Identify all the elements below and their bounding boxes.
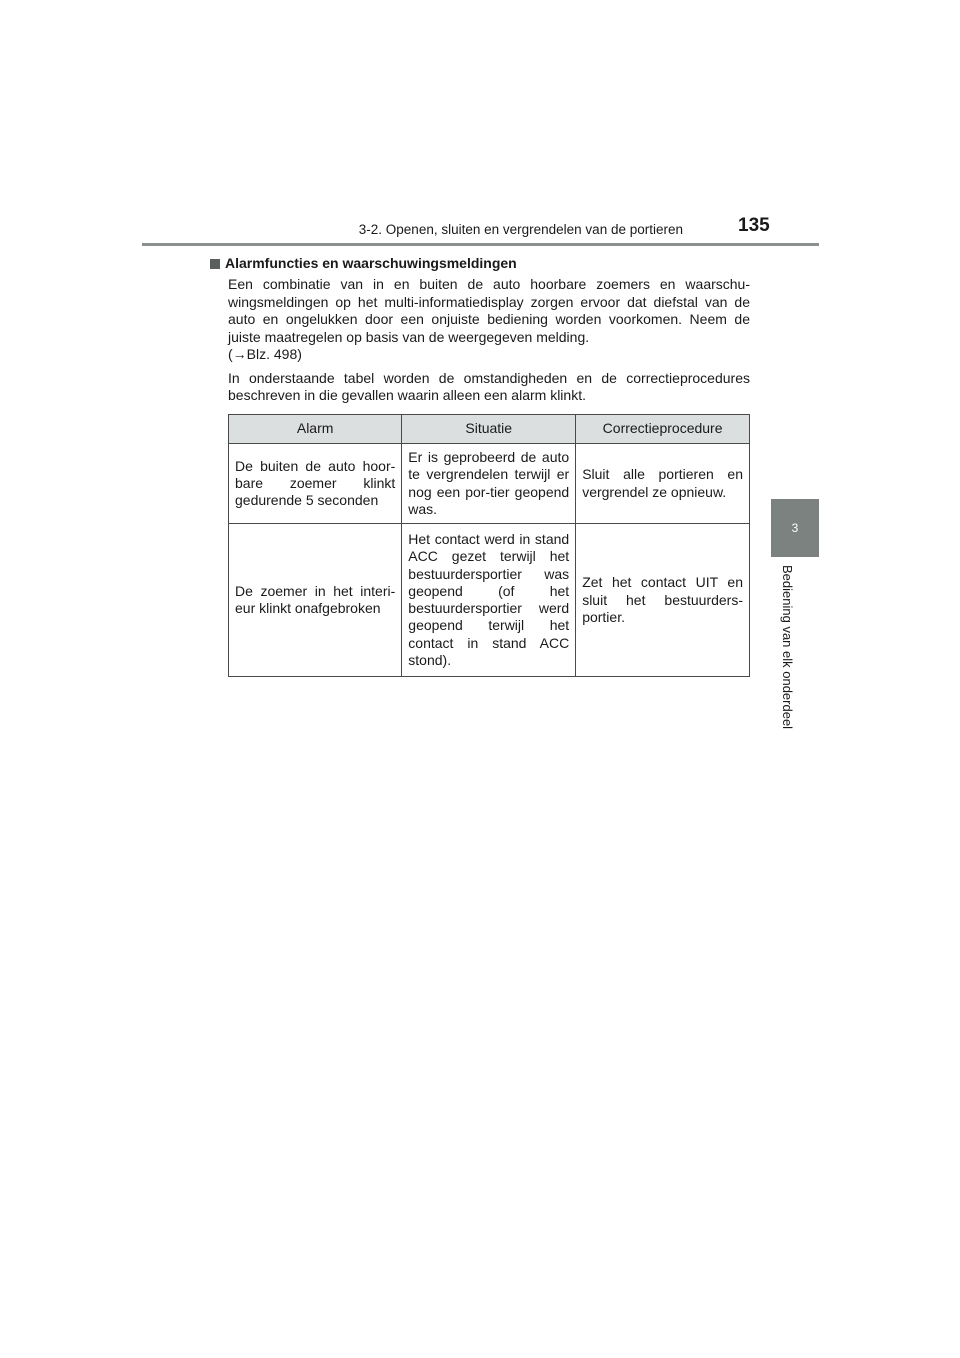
alarm-cell: De zoemer in het interi-eur klinkt onafgebroken xyxy=(229,524,402,677)
intro-paragraph-text: Een combinatie van in en buiten de auto hoorbare zoemers en waarschu-wingsmeldingen op het multi-informatiedisplay zorgen ervoor dat diefstal van de auto en ongelukken door een onjuiste bediening worden voorkomen. Neem de juiste maatregelen op basis van de weergegeven melding. xyxy=(228,276,750,345)
alarm-cell: De buiten de auto hoor-bare zoemer klinkt gedurende 5 seconden xyxy=(229,444,402,524)
situation-cell: Het contact werd in stand ACC gezet terwijl het bestuurdersportier was geopend (of het bestuurdersportier werd geopend terwijl het contact in stand ACC stond). xyxy=(402,524,576,677)
intro-paragraph xyxy=(228,276,750,364)
column-header-procedure: Correctieprocedure xyxy=(576,415,750,444)
section-heading xyxy=(210,254,750,273)
column-header-situation: Situatie xyxy=(402,415,576,444)
procedure-cell: Sluit alle portieren en vergrendel ze opnieuw. xyxy=(576,444,750,524)
table-row xyxy=(229,444,750,524)
column-header-alarm: Alarm xyxy=(229,415,402,444)
chapter-tab xyxy=(771,499,819,557)
chapter-number: 3 xyxy=(791,521,799,535)
heading-bullet-icon xyxy=(210,259,220,269)
table-row xyxy=(229,524,750,677)
page-reference: (→Blz. 498) xyxy=(228,346,302,362)
table-intro-paragraph: In onderstaande tabel worden de omstandigheden en de correctieprocedures beschreven in die gevallen waarin alleen een alarm klinkt. xyxy=(228,369,750,403)
table-header-row xyxy=(229,415,750,444)
page-number: 135 xyxy=(738,215,770,236)
alarm-table xyxy=(228,414,750,677)
header-divider xyxy=(142,243,819,246)
section-heading-text: Alarmfuncties en waarschuwingsmeldingen xyxy=(225,255,517,271)
running-header-title: 3-2. Openen, sluiten en vergrendelen van de portieren xyxy=(358,222,683,237)
situation-cell: Er is geprobeerd de auto te vergrendelen terwijl er nog een por-tier geopend was. xyxy=(402,444,576,524)
procedure-cell: Zet het contact UIT en sluit het bestuurders-portier. xyxy=(576,524,750,677)
chapter-label: Bediening van elk onderdeel xyxy=(780,565,795,730)
section-content xyxy=(210,254,750,405)
